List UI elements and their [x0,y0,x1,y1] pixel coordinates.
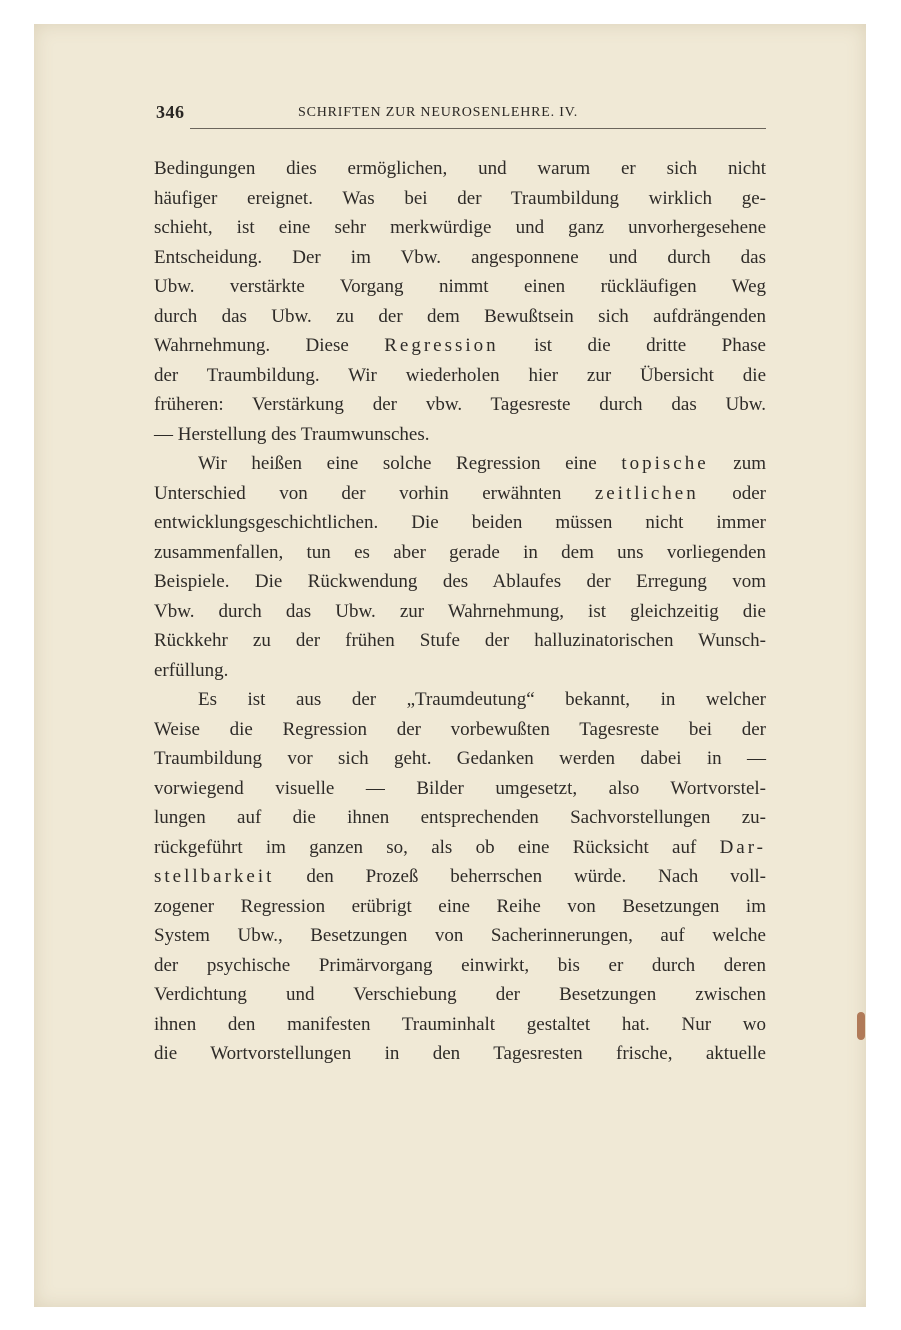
text-run: rückgeführt im ganzen so, als ob eine Rücksicht auf [154,836,720,858]
running-head: SCHRIFTEN ZUR NEUROSENLEHRE. IV. [298,105,579,120]
page-edge-stain [857,1012,865,1040]
header-rule [190,128,766,129]
text-line: zusammenfallen, tun es aber gerade in dem uns vorliegenden [154,541,766,563]
text-line [154,862,766,892]
emphasized-word: stellbarkeit [154,866,275,887]
text-line: Ubw. verstärkte Vorgang nimmt einen rückläufigen Weg [154,276,766,297]
text-line [154,833,766,863]
text-run: oder [698,482,766,504]
text-line: der Traumbildung. Wir wiederholen hier zur Übersicht die [154,364,766,386]
text-line: Verdichtung und Verschiebung der Besetzungen zwischen [154,984,766,1005]
text-run: ist die dritte Phase [498,335,766,356]
text-line [154,479,766,509]
text-run: den Prozeß beherrschen würde. Nach voll- [274,866,766,887]
text-line: ihnen den manifesten Trauminhalt gestaltet hat. Nur wo [154,1013,766,1035]
page-header [150,102,765,126]
text-line: der psychische Primärvorgang einwirkt, bis er durch deren [154,954,766,976]
emphasized-word: topische [621,453,709,474]
text-line: System Ubw., Besetzungen von Sacherinnerungen, auf welche [154,925,766,946]
page-number: 346 [156,102,185,122]
text-run: Wir heißen eine solche Regression eine [198,453,622,474]
text-line: häufiger ereignet. Was bei der Traumbildung wirklich ge- [154,187,766,209]
body-text [154,154,766,1069]
text-line: Traumbildung vor sich geht. Gedanken werden dabei in — [154,748,766,769]
text-line: Entscheidung. Der im Vbw. angesponnene und durch das [154,246,766,268]
text-line: zogener Regression erübrigt eine Reihe von Besetzungen im [154,895,766,917]
text-line: Bedingungen dies ermöglichen, und warum er sich nicht [154,158,766,179]
text-run: Wahrnehmung. Diese [154,335,385,356]
text-line: entwicklungsgeschichtlichen. Die beiden müssen nicht immer [154,512,766,533]
text-line: durch das Ubw. zu der dem Bewußtsein sich aufdrängenden [154,305,766,327]
text-line: Weise die Regression der vorbewußten Tagesreste bei der [154,718,766,740]
text-line: die Wortvorstellungen in den Tagesresten frische, aktuelle [154,1043,766,1064]
text-line: erfüllung. [154,659,229,681]
emphasized-word: Dar- [719,836,766,858]
emphasized-word: zeitlichen [594,482,699,504]
text-line: Es ist aus der „Traumdeutung“ bekannt, in welcher [198,689,766,710]
emphasized-word: Regression [384,335,499,356]
text-line: früheren: Verstärkung der vbw. Tagesreste durch das Ubw. [154,394,766,415]
text-line [154,449,766,479]
text-run: zum [708,453,766,474]
text-line: schieht, ist eine sehr merkwürdige und ganz unvorhergesehene [154,217,766,238]
text-line: vorwiegend visuelle — Bilder umgesetzt, also Wortvorstel- [154,777,766,799]
text-line: Rückkehr zu der frühen Stufe der halluzinatorischen Wunsch- [154,630,766,651]
text-line [154,331,766,361]
text-run: Unterschied von der vorhin erwähnten [154,482,595,504]
text-line: lungen auf die ihnen entsprechenden Sachvorstellungen zu- [154,807,766,828]
text-line: — Herstellung des Traumwunsches. [154,423,430,445]
text-line: Vbw. durch das Ubw. zur Wahrnehmung, ist gleichzeitig die [154,600,766,622]
text-line: Beispiele. Die Rückwendung des Ablaufes der Erregung vom [154,571,766,592]
